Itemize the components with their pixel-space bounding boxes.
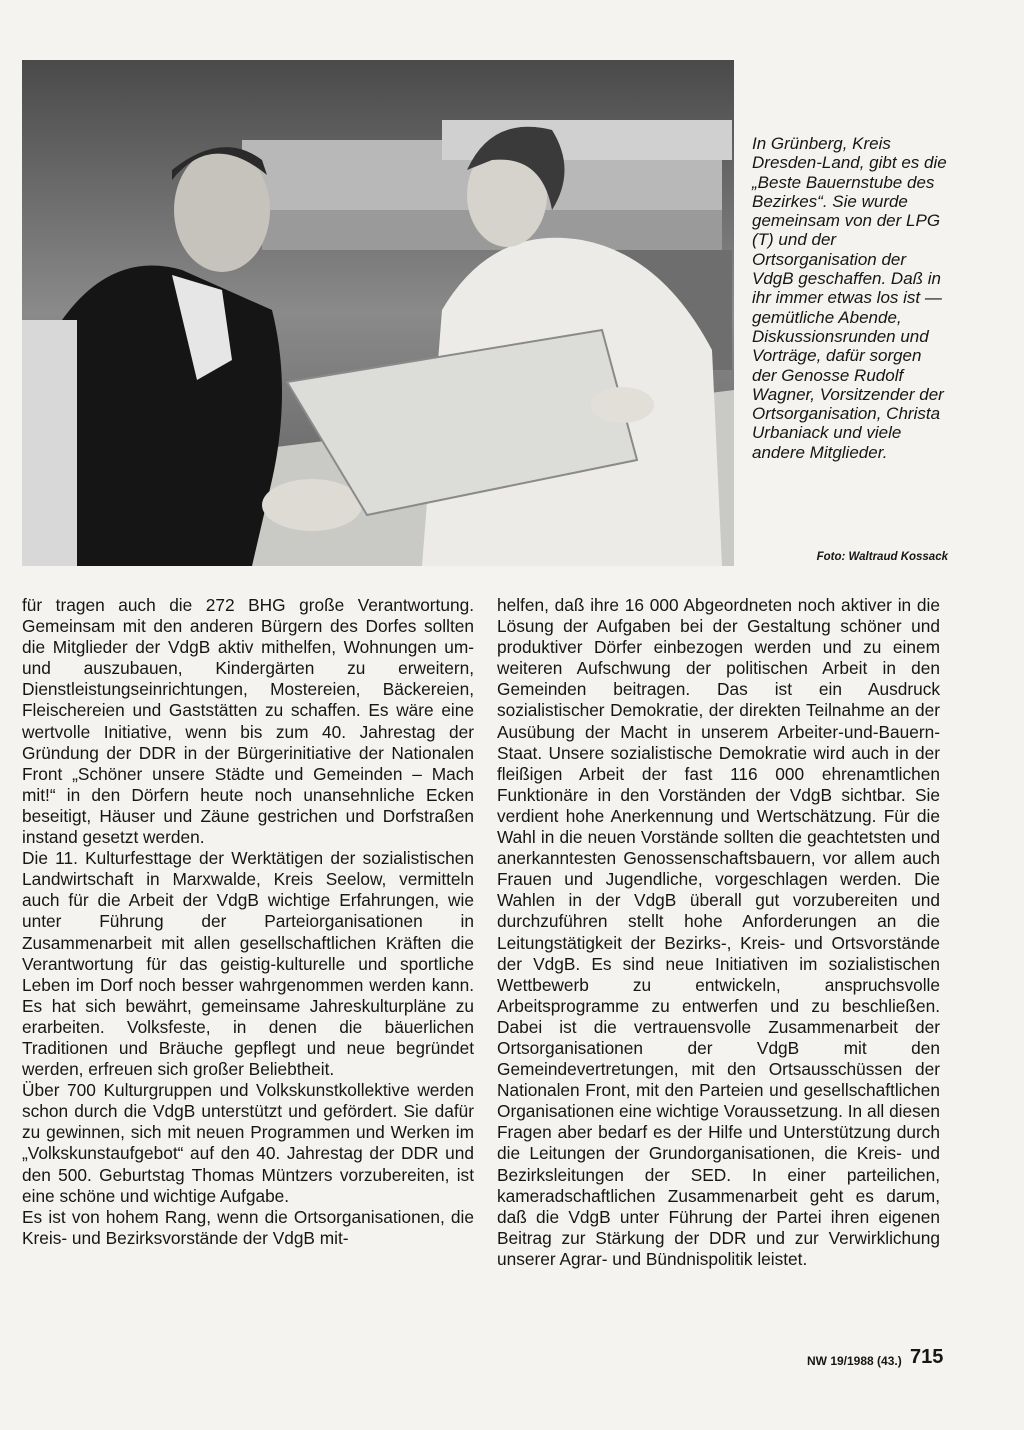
issue-number: NW 19/1988 (43.) — [807, 1354, 902, 1368]
article-paragraph: für tragen auch die 272 BHG große Verantwortung. Gemeinsam mit den anderen Bürgern des Dorfes sollten die Mitglieder der VdgB aktiv mithelfen, Wohnungen um- und auszubauen, Kindergärten zu erweitern, Dienstleistungseinrichtungen, Mostereien, Bäckereien, Fleischereien und Gaststätten zu schaffen. Es wäre eine wertvolle Initiative, wenn bis zum 40. Jahrestag der Gründung der DDR in der Bürgerinitiative der Nationalen Front „Schöner unsere Städte und Gemeinden – Mach mit!“ in den Dörfern heute noch unansehnliche Ecken beseitigt, Häuser und Zäune gestrichen und Dorfstraßen instand gesetzt werden. — [22, 595, 474, 848]
photo-credit: Foto: Waltraud Kossack — [816, 551, 948, 563]
article-paragraph: Die 11. Kulturfesttage der Werktätigen der sozialistischen Landwirtschaft in Marxwalde, Kreis Seelow, vermitteln auch für die Arbeit der VdgB wichtige Erfahrungen, wie unter Führung der Parteiorganisationen in Zusammenarbeit mit allen gesellschaftlichen Kräften die Verantwortung für das geistig-kulturelle und sportliche Leben im Dorf noch besser wahrgenommen werden kann. Es hat sich bewährt, gemeinsame Jahreskulturpläne zu erarbeiten. Volksfeste, in denen die bäuerlichen Traditionen und Bräuche gepflegt und neue begründet werden, erfreuen sich großer Beliebtheit. — [22, 848, 474, 1080]
photo-illustration — [22, 60, 734, 566]
page-number: 715 — [910, 1346, 944, 1368]
photo-caption: In Grünberg, Kreis Dresden-Land, gibt es die „Beste Bauernstube des Bezirkes“. Sie wurde gemeinsam von der LPG (T) und der Ortsorganisation der VdgB geschaffen. Daß in ihr immer etwas los ist — gemütliche Abende, Diskussionsrunden und Vorträge, dafür sorgen der Genosse Rudolf Wagner, Vorsitzender der Ortsorganisation, Christa Urbaniack und viele andere Mitglieder. — [752, 134, 947, 462]
article-column-right — [497, 595, 940, 1270]
article-paragraph: helfen, daß ihre 16 000 Abgeordneten noch aktiver in die Lösung der Aufgaben bei der Gestaltung schöner und produktiver Dörfer einbezogen werden und zu einem weiteren Aufschwung der politischen Arbeit in den Gemeinden beitragen. Das ist ein Ausdruck sozialistischer Demokratie, der direkten Teilnahme an der Ausübung der Macht in unserem Arbeiter-und-Bauern-Staat. Unsere sozialistische Demokratie wird auch in der fleißigen Arbeit der fast 116 000 ehrenamtlichen Funktionäre in den Vorständen der VdgB sichtbar. Sie verdient hohe Anerkennung und Wertschätzung. Für die Wahl in die neuen Vorstände sollten die geachtetsten und anerkanntesten Genossenschaftsbauern, vor allem auch Frauen und Jugendliche, vorgeschlagen werden. Die Wahlen in der VdgB überall gut vorzubereiten und durchzuführen stellt hohe Anforderungen an die Leitungstätigkeit der Bezirks-, Kreis- und Ortsvorstände der VdgB. Es sind neue Initiativen im sozialistischen Wettbewerb zu entwickeln, anspruchsvolle Arbeitsprogramme zu entwerfen und zu beschließen. Dabei ist die vertrauensvolle Zusammenarbeit der Ortsorganisationen der VdgB mit den Gemeindevertretungen, mit den Ortsausschüssen der Nationalen Front, mit den Parteien und gesellschaftlichen Organisationen eine wichtige Voraussetzung. In all diesen Fragen aber bedarf es der Hilfe und Unterstützung durch die Leitungen der Grundorganisationen, die Kreis- und Bezirksleitungen der SED. In einer parteilichen, kameradschaftlichen Zusammenarbeit geht es darum, daß die VdgB unter Führung der Partei ihren eigenen Beitrag zur Stärkung der DDR und zur Verwirklichung unserer Agrar- und Bündnispolitik leistet. — [497, 595, 940, 1269]
article-column-left — [22, 595, 474, 1249]
article-paragraph: Über 700 Kulturgruppen und Volkskunstkollektive werden schon durch die VdgB unterstützt und gefördert. Sie dafür zu gewinnen, sich mit neuen Programmen und Werken im „Volkskunstaufgebot“ auf den 40. Jahrestag der DDR und den 500. Geburtstag Thomas Müntzers vorzubereiten, ist eine schöne und wichtige Aufgabe. — [22, 1080, 474, 1206]
photo — [22, 60, 734, 566]
article-paragraph: Es ist von hohem Rang, wenn die Ortsorganisationen, die Kreis- und Bezirksvorstände der VdgB mit- — [22, 1206, 474, 1248]
